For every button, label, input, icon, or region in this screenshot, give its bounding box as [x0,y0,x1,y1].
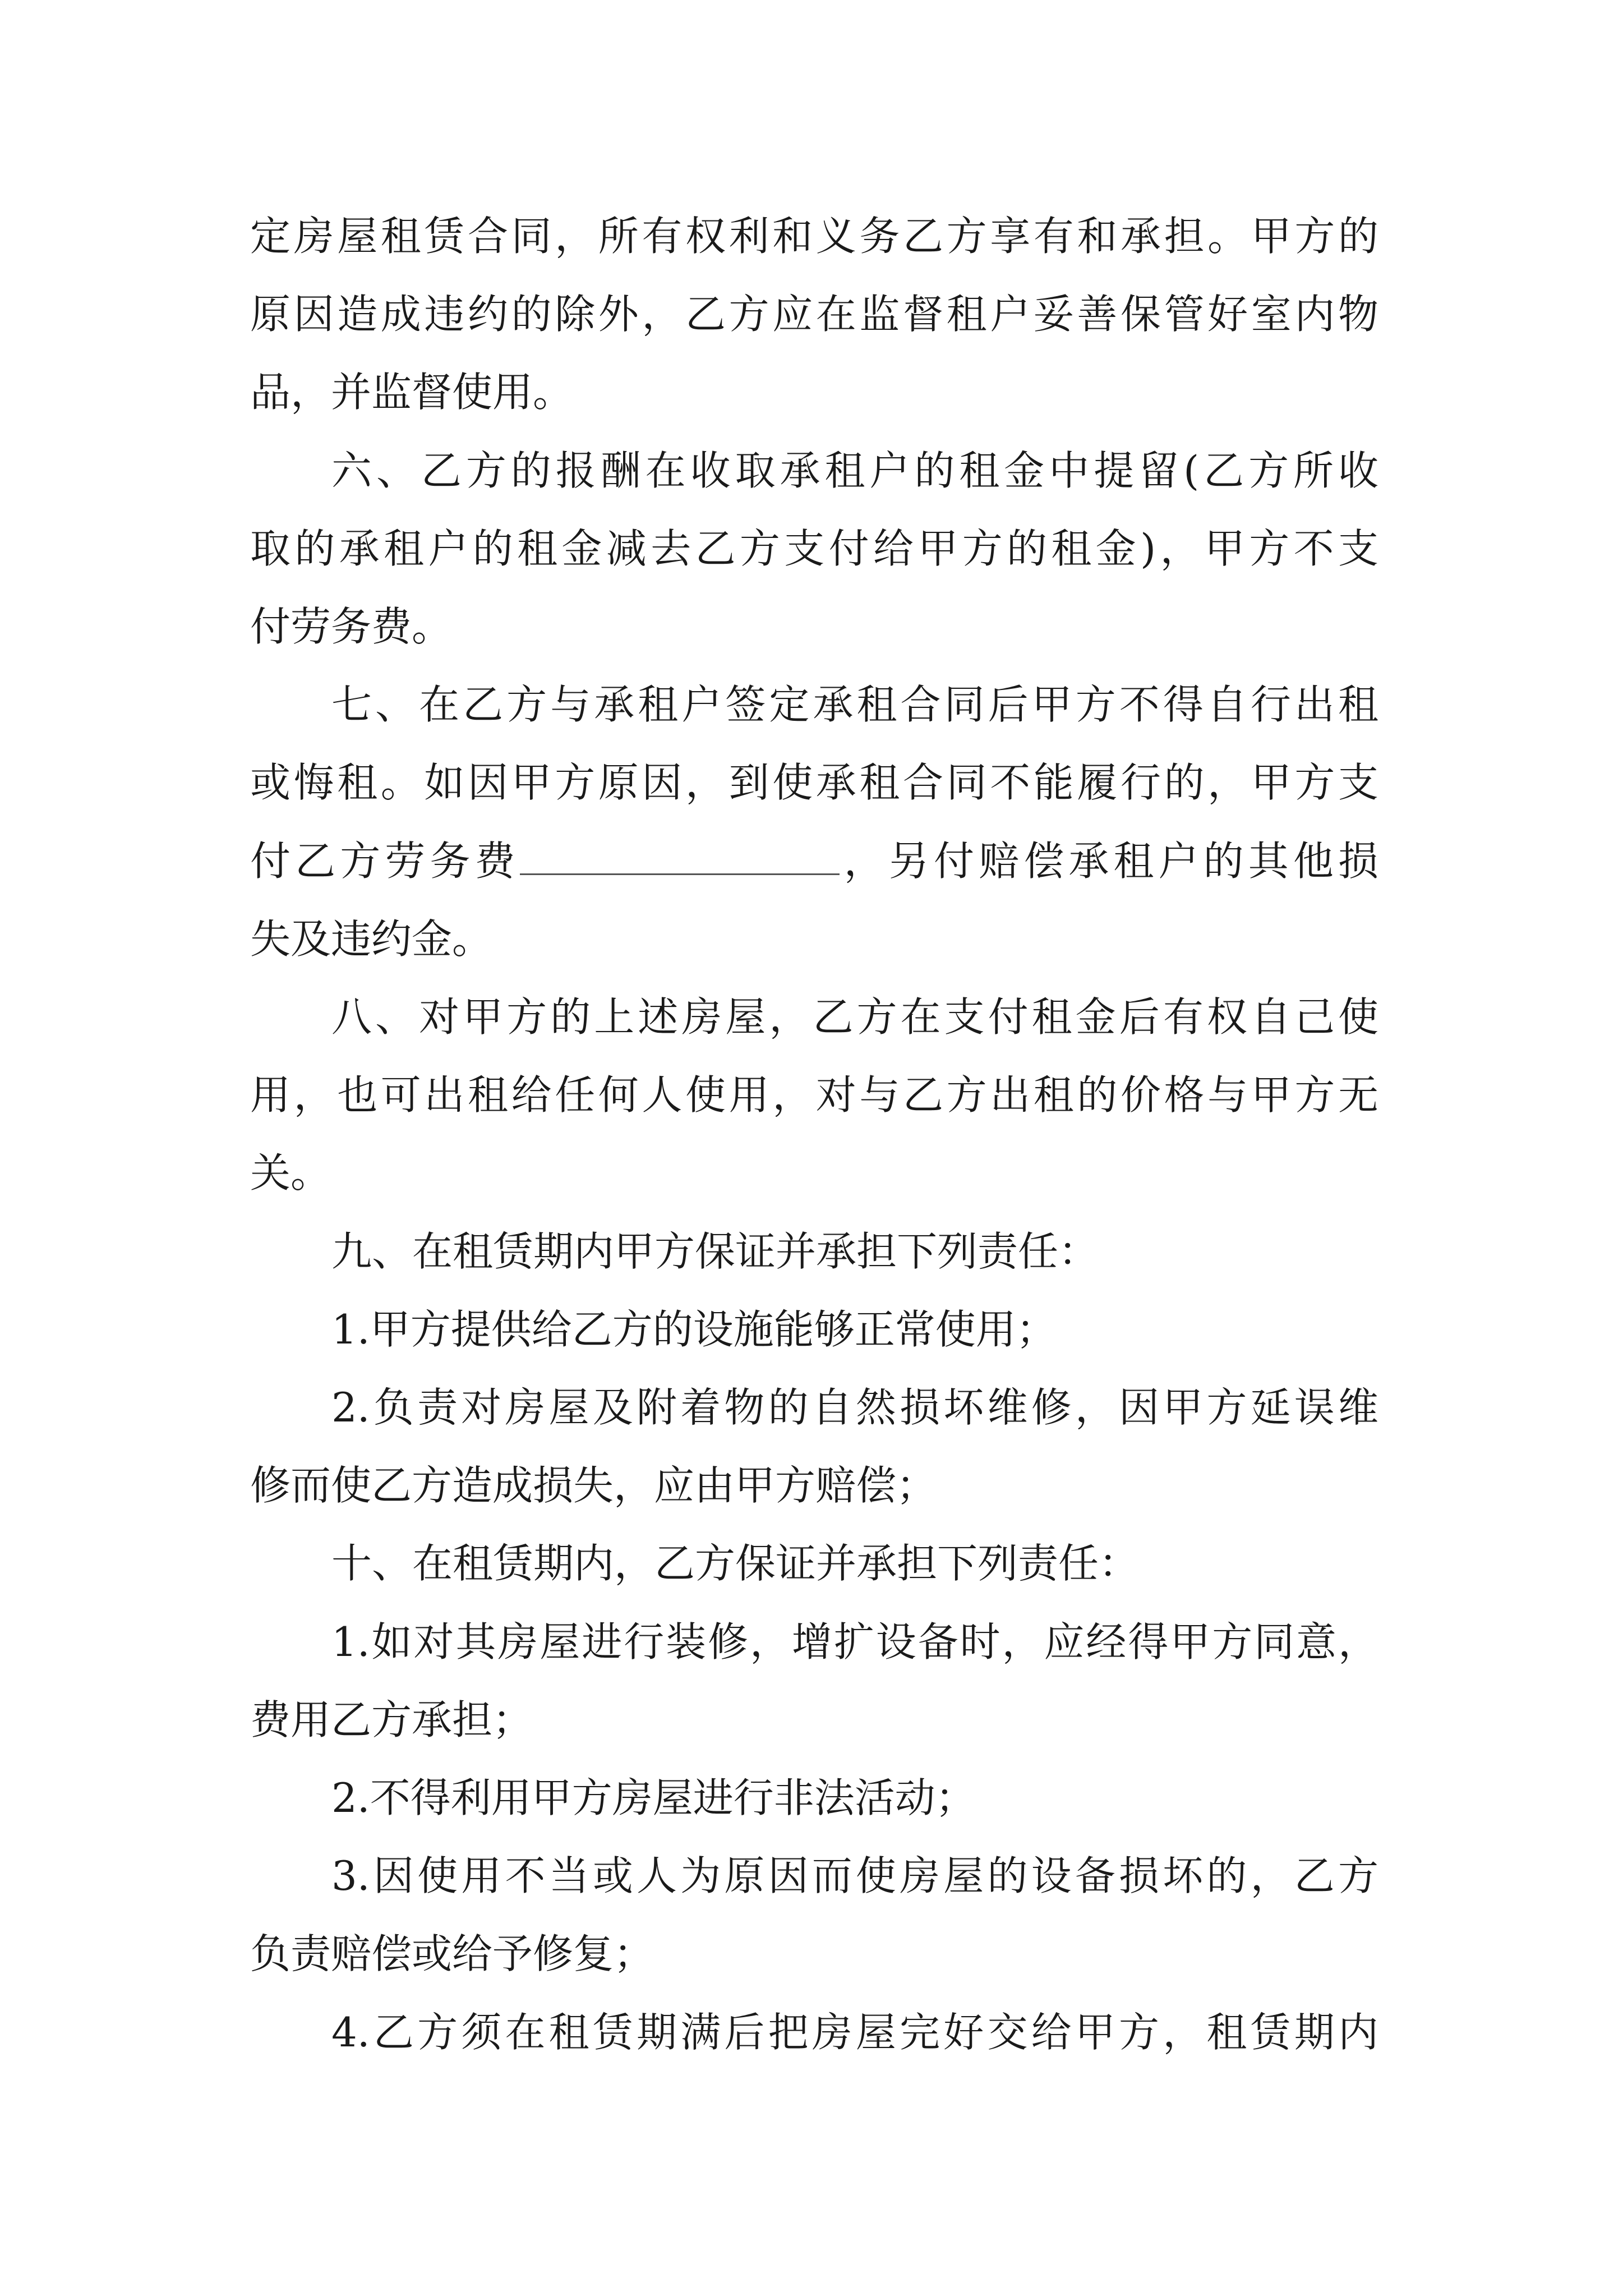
text-segment: ，另付赔偿承租户的其他损 [839,837,1378,885]
text-line [250,830,1378,892]
text-line: 九、在租赁期内甲方保证并承担下列责任： [331,1227,1099,1275]
text-line: 品，并监督使用。 [250,369,574,416]
text-line: 付劳务费。 [250,603,453,650]
fill-in-blank [520,840,840,875]
text-line: 1.甲方提供给乙方的设施能够正常使用； [331,1305,1057,1353]
text-line: 十、在租赁期内，乙方保证并承担下列责任： [331,1540,1140,1588]
text-line: 八、对甲方的上述房屋，乙方在支付租金后有权自己使 [331,993,1378,1041]
text-line: 4.乙方须在租赁期满后把房屋完好交给甲方，租赁期内 [331,2008,1378,2056]
text-line: 修而使乙方造成损失，应由甲方赔偿； [250,1462,937,1510]
text-line: 2.不得利用甲方房屋进行非法活动； [331,1774,976,1821]
text-line: 负责赔偿或给予修复； [250,1930,654,1978]
text-segment: 付乙方劳务费 [250,837,520,885]
text-line: 关。 [250,1149,331,1197]
text-line: 原因造成违约的除外，乙方应在监督租户妥善保管好室内物 [250,291,1378,338]
text-line: 六、乙方的报酬在收取承租户的租金中提留(乙方所收 [331,447,1378,494]
text-line: 或悔租。如因甲方原因，到使承租合同不能履行的，甲方支 [250,759,1378,807]
text-line: 3.因使用不当或人为原因而使房屋的设备损坏的，乙方 [331,1852,1378,1900]
text-line: 费用乙方承担； [250,1696,533,1743]
text-line: 定房屋租赁合同，所有权利和义务乙方享有和承担。甲方的 [250,213,1378,260]
text-line: 用，也可出租给任何人使用，对与乙方出租的价格与甲方无 [250,1071,1378,1119]
text-line: 七、在乙方与承租户签定承租合同后甲方不得自行出租 [331,681,1378,729]
text-line: 2.负责对房屋及附着物的自然损坏维修，因甲方延误维 [331,1384,1378,1431]
text-line: 失及违约金。 [250,915,493,963]
text-line: 取的承租户的租金减去乙方支付给甲方的租金)，甲方不支 [250,524,1378,572]
text-line: 1.如对其房屋进行装修，增扩设备时，应经得甲方同意， [331,1618,1378,1665]
